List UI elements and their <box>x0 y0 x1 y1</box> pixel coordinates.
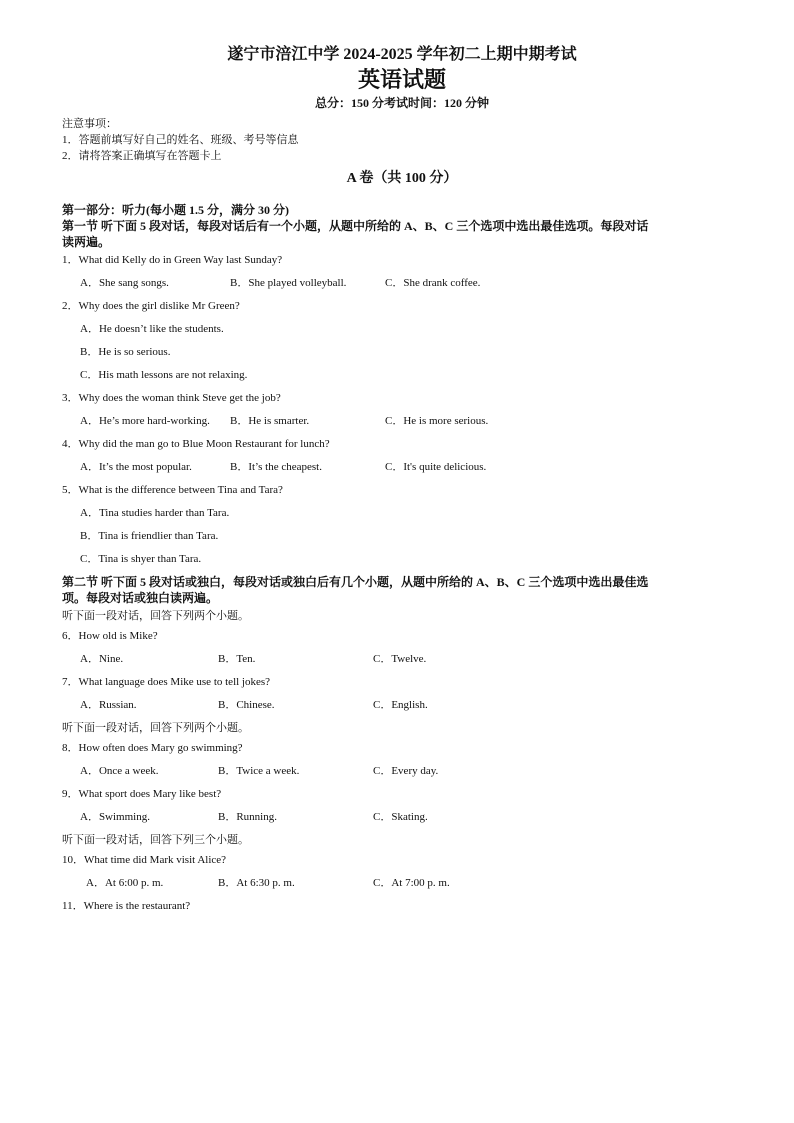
options-row <box>80 697 742 713</box>
instruction: 听下面一段对话，回答下列三个小题。 <box>62 834 249 846</box>
option-b: B．Running. <box>218 811 277 823</box>
option-b: B．Chinese. <box>218 699 275 711</box>
option-c: C．She drank coffee. <box>385 277 481 289</box>
question-8: 8．How often does Mary go swimming? <box>62 742 243 754</box>
option-a: A．He’s more hard-working. <box>80 415 210 427</box>
section-title-line: 读两遍。 <box>62 235 111 249</box>
option-a: A．At 6:00 p. m. <box>86 877 164 889</box>
section-title-line: 第二节 听下面 5 段对话或独白，每段对话或独白后有几个小题，从题中所给的 A、B、C 三个选项中选出最佳选 <box>62 575 649 589</box>
option-a: A．Russian. <box>80 699 137 711</box>
notes-item: 2．请将答案正确填写在答题卡上 <box>62 150 222 162</box>
option-c: C．Every day. <box>373 765 439 777</box>
question-5: 5．What is the difference between Tina and Tara? <box>62 484 283 496</box>
section-title-line: 第一节 听下面 5 段对话，每段对话后有一个小题，从题中所给的 A、B、C 三个选项中选出最佳选项。每段对话 <box>62 219 649 233</box>
section-title <box>62 218 742 250</box>
exam-info: 总分：150 分考试时间：120 分钟 <box>314 96 489 110</box>
option-a: A．Tina studies harder than Tara. <box>80 507 230 519</box>
option-c: C．Twelve. <box>373 653 427 665</box>
volume-title: A 卷（共 100 分） <box>346 171 458 186</box>
section-title-line: 项。每段对话或独白读两遍。 <box>62 591 219 605</box>
question-1: 1．What did Kelly do in Green Way last Sunday? <box>62 254 283 266</box>
part-title: 第一部分：听力(每小题 1.5 分，满分 30 分) <box>62 203 289 217</box>
question-10: 10．What time did Mark visit Alice? <box>62 854 227 866</box>
options-row <box>80 763 742 779</box>
option-b: B．He is smarter. <box>230 415 310 427</box>
instruction: 听下面一段对话，回答下列两个小题。 <box>62 722 249 734</box>
notes-heading: 注意事项： <box>62 118 117 130</box>
question-7: 7．What language does Mike use to tell jokes? <box>62 676 271 688</box>
option-c: C．English. <box>373 699 428 711</box>
option-b: B．Ten. <box>218 653 256 665</box>
option-b: B．At 6:30 p. m. <box>218 877 295 889</box>
option-b: B．It’s the cheapest. <box>230 461 322 473</box>
question-11: 11．Where is the restaurant? <box>62 900 191 912</box>
options-row <box>80 459 742 475</box>
exam-title: 遂宁市涪江中学 2024-2025 学年初二上期中期考试 <box>227 46 577 63</box>
notes-item: 1．答题前填写好自己的姓名、班级、考号等信息 <box>62 134 299 146</box>
option-c: C．Tina is shyer than Tara. <box>80 553 202 565</box>
option-b: B．Tina is friendlier than Tara. <box>80 530 219 542</box>
options-row <box>80 809 742 825</box>
notes-block <box>62 116 742 164</box>
option-c: C．Skating. <box>373 811 428 823</box>
option-b: B．He is so serious. <box>80 346 171 358</box>
question-2: 2．Why does the girl dislike Mr Green? <box>62 300 240 312</box>
options-row <box>80 651 742 667</box>
option-a: A．Once a week. <box>80 765 159 777</box>
option-b: B．She played volleyball. <box>230 277 347 289</box>
option-a: A．He doesn’t like the students. <box>80 323 224 335</box>
exam-subtitle: 英语试题 <box>357 67 446 92</box>
options-row <box>80 275 742 291</box>
option-c: C．It's quite delicious. <box>385 461 487 473</box>
option-c: C．He is more serious. <box>385 415 489 427</box>
exam-page <box>62 44 742 921</box>
option-a: A．She sang songs. <box>80 277 169 289</box>
option-a: A．It’s the most popular. <box>80 461 192 473</box>
option-b: B．Twice a week. <box>218 765 300 777</box>
question-3: 3．Why does the woman think Steve get the job? <box>62 392 281 404</box>
question-9: 9．What sport does Mary like best? <box>62 788 222 800</box>
question-4: 4．Why did the man go to Blue Moon Restaurant for lunch? <box>62 438 330 450</box>
option-a: A．Swimming. <box>80 811 150 823</box>
option-c: C．At 7:00 p. m. <box>373 877 450 889</box>
option-a: A．Nine. <box>80 653 124 665</box>
option-c: C．His math lessons are not relaxing. <box>80 369 248 381</box>
options-row <box>86 875 742 891</box>
options-row <box>80 413 742 429</box>
instruction: 听下面一段对话，回答下列两个小题。 <box>62 610 249 622</box>
section-title <box>62 574 742 606</box>
question-6: 6．How old is Mike? <box>62 630 158 642</box>
